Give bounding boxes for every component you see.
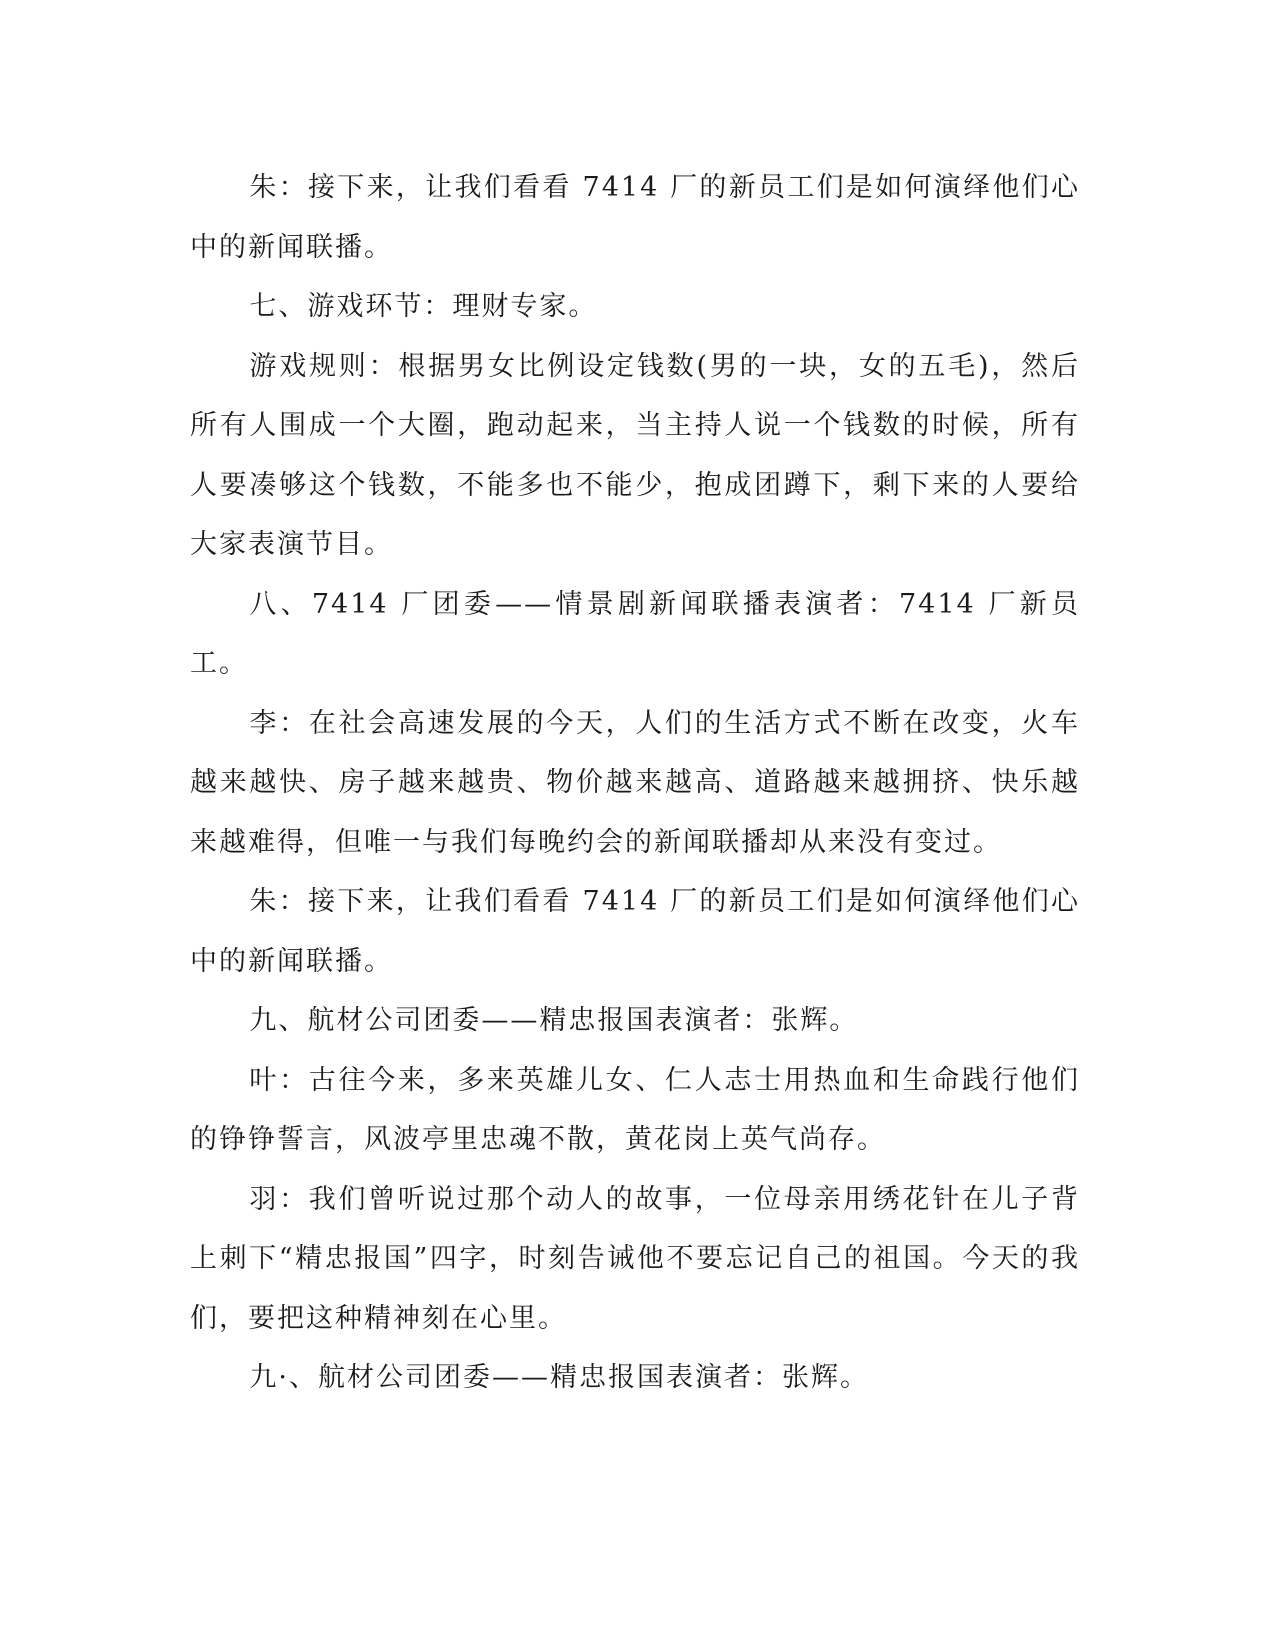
paragraph-li-speech: 李：在社会高速发展的今天，人们的生活方式不断在改变，火车越来越快、房子越来越贵、物价越来越高、道路越来越拥挤、快乐越来越难得，但唯一与我们每晚约会的新闻联播却从来没有变过。 [190,707,1080,858]
document-body [190,158,1080,1408]
paragraph-section-9-heading-repeat: 九·、航材公司团委——精忠报国表演者：张辉。 [249,1362,869,1393]
paragraph-section-7-heading: 七、游戏环节：理财专家。 [249,291,598,322]
paragraph-zhu-intro-2: 朱：接下来，让我们看看 7414 厂的新员工们是如何演绎他们心中的新闻联播。 [190,886,1080,977]
paragraph-yu-speech: 羽：我们曾听说过那个动人的故事，一位母亲用绣花针在儿子背上刺下“精忠报国”四字，时刻告诫他不要忘记自己的祖国。今天的我们，要把这种精神刻在心里。 [190,1183,1080,1334]
paragraph-zhu-intro-1: 朱：接下来，让我们看看 7414 厂的新员工们是如何演绎他们心中的新闻联播。 [190,172,1080,263]
paragraph-section-8-heading: 八、7414 厂团委——情景剧新闻联播表演者：7414 厂新员工。 [190,588,1080,679]
paragraph-section-9-heading: 九、航材公司团委——精忠报国表演者：张辉。 [249,1005,859,1036]
paragraph-ye-speech: 叶：古往今来，多来英雄儿女、仁人志士用热血和生命践行他们的铮铮誓言，风波亭里忠魂不散，黄花岗上英气尚存。 [190,1064,1080,1155]
paragraph-game-rules: 游戏规则：根据男女比例设定钱数(男的一块，女的五毛)，然后所有人围成一个大圈，跑动起来，当主持人说一个钱数的时候，所有人要凑够这个钱数，不能多也不能少，抱成团蹲下，剩下来的人要给大家表演节目。 [190,350,1080,560]
